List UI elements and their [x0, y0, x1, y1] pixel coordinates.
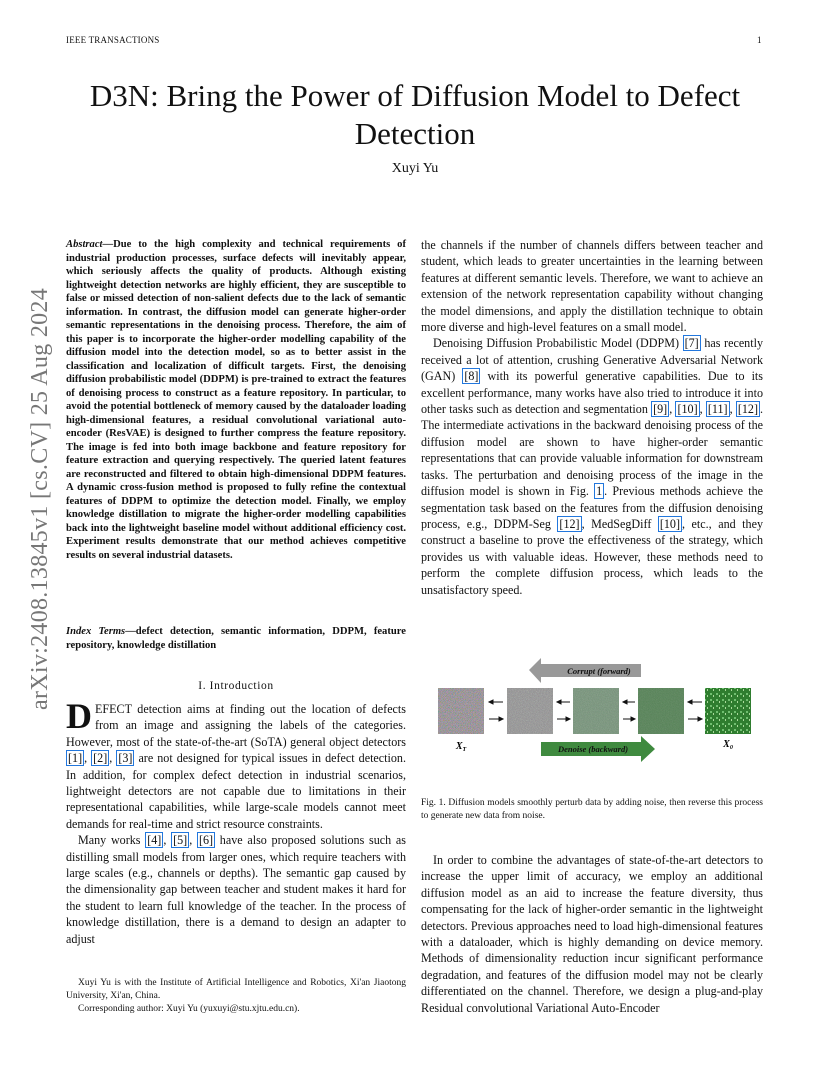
intro-paragraph-2: Many works [4] , [5] , [6] have also proposed solutions such as distilling small models from larger ones, which require teachers with large scales (e.g., channels or depths). The semantic gap caused by the dimensionality gap between teacher and student makes it hard for the student to learn full knowledge of the teacher. In the process of knowledge distillation, there is a demand to design an adapter to adjust: [66, 833, 406, 946]
section-heading-introduction: I. Introduction: [198, 680, 274, 692]
abstract: [66, 238, 406, 562]
abstract-text: —Due to the high complexity and technical requirements of industrial production processes, surface defects will inevitably appear, which seriously affects the quality of products. Although existing lightweight detection networks are highly efficient, they are susceptible to false or missed detection of non-salient defects due to the lack of semantic information. In contrast, the diffusion model can generate higher-order semantic representations in the denoising process. Therefore, the aim of this paper is to incorporate the higher-order modelling capability of the diffusion model into the detection model, so as to better assist in the classification and localization of difficult targets. First, the denoising diffusion probabilistic model (DDPM) is pre-trained to extract the features of denoising process to construct as a feature repository. In particular, to avoid the potential bottleneck of memory caused by the dataloader loading high-dimensional features, a residual convolutional variational auto-encoder (ResVAE) is designed to further compress the feature repository. The image is fed into both image backbone and feature repository for feature extraction and querying respectively. The queried latent features are reconstructed and filtered to obtain high-dimensional DDPM features. A dynamic cross-fusion method is proposed to fully refine the contextual features of DDPM to optimize the detection model. Finally, we employ knowledge distillation to migrate the higher-order modelling capabilities back into the lightweight baseline model without additional efficiency cost. Experiment results demonstrate that our method achieves competitive results on several industrial datasets.: [66, 239, 406, 561]
right-column-text-continued: [421, 852, 763, 1016]
footnote-corresponding: Corresponding author: Xuyi Yu (yuxuyi@stu.xjtu.edu.cn).: [78, 1004, 300, 1014]
intro-p2-a: Many works: [78, 833, 146, 848]
citation-link[interactable]: [10]: [677, 402, 698, 417]
intro-paragraph-1: DEFECT detection aims at finding out the location of defects from an image and assigning the labels of the categories. However, most of the state-of-the-art (SoTA) general object detectors [1] , [2] , [3] are not designed for typical issues in defect detection. In addition, for complex defect detection in industrial scenarios, lightweight detectors are not capable due to limitations in their representational capabilities, while large-scale models cannot meet demands for real-time and strict resource constraints.: [66, 696, 406, 831]
citation-link[interactable]: [4]: [147, 833, 162, 848]
dropcap: D: [66, 696, 92, 736]
right-p2-f: , MedSegDiff: [581, 516, 658, 531]
diffusion-step-3: [573, 688, 619, 734]
right-paragraph-2: Denoising Diffusion Probabilistic Model (DDPM) [7] has recently received a lot of attention, crushing Generative Adversarial Network (GAN) [8] with its powerful generative capabilities. Due to its excellent performance, many works have also tried to introduce it into other tasks such as detection and segmentation [9] , [10] , [11] , [12] . The intermediate activations in the backward denoising process of the diffusion model are shown to have higher-order semantic representations that can provide valuable information for downstream tasks. The perturbation and denoising process of the image in the diffusion model is shown in Fig. 1 . Previous methods achieve the segmentation task based on the features from the diffusion denoising process, e.g., DDPM-Seg [12] , MedSegDiff [10] , etc., and they construct a baseline to prove the effectiveness of the strategy, which provides us with valuable ideas. However, these methods need to perform the complete diffusion process, which leads to the unsatisfactory speed.: [421, 336, 764, 597]
right-p2-b: has recently received a lot of attention, crushing Generative Adversarial Network (GAN): [421, 336, 763, 384]
citation-link[interactable]: [3]: [118, 751, 133, 766]
citation-link[interactable]: [7]: [684, 336, 699, 351]
abstract-lead: Abstract: [66, 239, 103, 250]
forward-arrow: [529, 658, 641, 683]
xt-label: $X_T$: [455, 741, 467, 753]
diffusion-step-4: [638, 688, 684, 734]
footnote: [66, 977, 406, 1016]
right-p2-g: , etc., and they construct a baseline to prove the effectiveness of the strategy, which provides us with valuable ideas. However, these methods need to perform the complete diffusion process, which leads to the unsatisfactory speed.: [421, 516, 763, 597]
backward-arrow: [541, 736, 655, 762]
right-paragraph-1: the channels if the number of channels differs between teacher and student, which leads to greater uncertainties in the learning between features at different semantic levels. Therefore, we want to achieve an extension of the network representation capability without changing the model dimensions, and apply the distillation technique to obtain more diverse and high-level features on a small model.: [421, 238, 763, 335]
right-p2-c: with its powerful generative capabilities. Due to its excellent performance, many works have also tried to introduce it into other tasks such as detection and segmentation: [421, 369, 763, 417]
x0-label: $X_0$: [723, 739, 733, 751]
diffusion-step-2: [507, 688, 553, 734]
right-p2-e: . Previous methods achieve the segmentation task based on the features from the diffusion denoising process, e.g., DDPM-Seg: [421, 484, 763, 531]
citation-link[interactable]: [9]: [653, 402, 668, 417]
intro-p1-b: are not designed for typical issues in defect detection. In addition, for complex defect detection in industrial scenarios, lightweight detectors are not capable due to limitations in their representational capabilities, while large-scale models cannot meet demands for real-time and strict resource constraints.: [66, 751, 406, 831]
citation-link[interactable]: [6]: [198, 833, 214, 848]
intro-p1-a: EFECT detection aims at finding out the location of defects from an image and assigning the labels of the categories. However, most of the state-of-the-art (SoTA) general object detectors: [66, 702, 406, 749]
diffusion-step-xt: [438, 688, 484, 734]
citation-link[interactable]: [12]: [737, 402, 758, 417]
diffusion-step-x0: [705, 688, 751, 734]
citation-link[interactable]: [5]: [173, 833, 188, 848]
intro-p2-b: have also proposed solutions such as distilling small models from larger ones, which require teachers with large scales (e.g., channels or depths). The semantic gap caused by the dimensionality gap between teacher and student makes it hard for the student to learn full knowledge of the teacher. In the process of knowledge distillation, there is a demand to design an adapter to adjust: [66, 833, 406, 946]
citation-link[interactable]: [10]: [659, 516, 681, 531]
right-p2-d: . The intermediate activations in the backward denoising process of the diffusion model are shown to have higher-order semantic representations that can provide valuable information for downstream tasks. The perturbation and denoising process of the image in the diffusion model is shown in Fig.: [421, 402, 764, 499]
index-terms: [66, 625, 406, 652]
citation-link[interactable]: [1]: [68, 751, 83, 766]
citation-link[interactable]: [8]: [464, 369, 479, 384]
paper-title: D3N: Bring the Power of Diffusion Model to Defect Detection: [89, 78, 741, 151]
arxiv-stamp: arXiv:2408.13845v1 [cs.CV] 25 Aug 2024: [27, 287, 53, 710]
page-number: 1: [757, 35, 762, 45]
figure-caption: Fig. 1. Diffusion models smoothly perturb data by adding noise, then reverse this process to generate new data from noise.: [421, 798, 763, 821]
journal-header: IEEE TRANSACTIONS: [66, 35, 160, 45]
backward-label: Denoise (backward): [557, 744, 629, 754]
figure-link[interactable]: 1: [596, 484, 603, 499]
index-terms-lead: Index Terms: [66, 626, 126, 637]
citation-link[interactable]: [12]: [559, 516, 580, 531]
right-p2-a: Denoising Diffusion Probabilistic Model (DDPM): [433, 336, 683, 351]
citation-link[interactable]: [11]: [707, 402, 728, 417]
right-paragraph-3: In order to combine the advantages of state-of-the-art detectors to increase the upper limit of accuracy, we employ an additional diffusion model as an aid to increase the feature diversity, thus compensating for the lack of higher-order semantic in the lightweight detectors. Previous approaches need to load high-dimensional features with a dataloader, which is highly demanding on device memory. Methods of dimensionality reduction incur significant performance degradation, and features of the diffusion model may not be clearly differentiated on the channel. Therefore, we design a plug-and-play Residual convolutional Variational Auto-Encoder: [421, 853, 763, 1015]
citation-link[interactable]: [2]: [93, 751, 108, 766]
introduction-text: [66, 696, 406, 947]
footnote-affiliation: Xuyi Yu is with the Institute of Artificial Intelligence and Robotics, Xi'an Jiaotong University, Xi'an, China.: [66, 978, 406, 1001]
figure-diffusion-process: [421, 656, 763, 768]
right-column-text: [421, 237, 763, 598]
author-name: Xuyi Yu: [391, 161, 439, 176]
index-terms-text: —defect detection, semantic information, DDPM, feature repository, knowledge distillation: [66, 626, 406, 651]
forward-label: Corrupt (forward): [567, 666, 631, 676]
